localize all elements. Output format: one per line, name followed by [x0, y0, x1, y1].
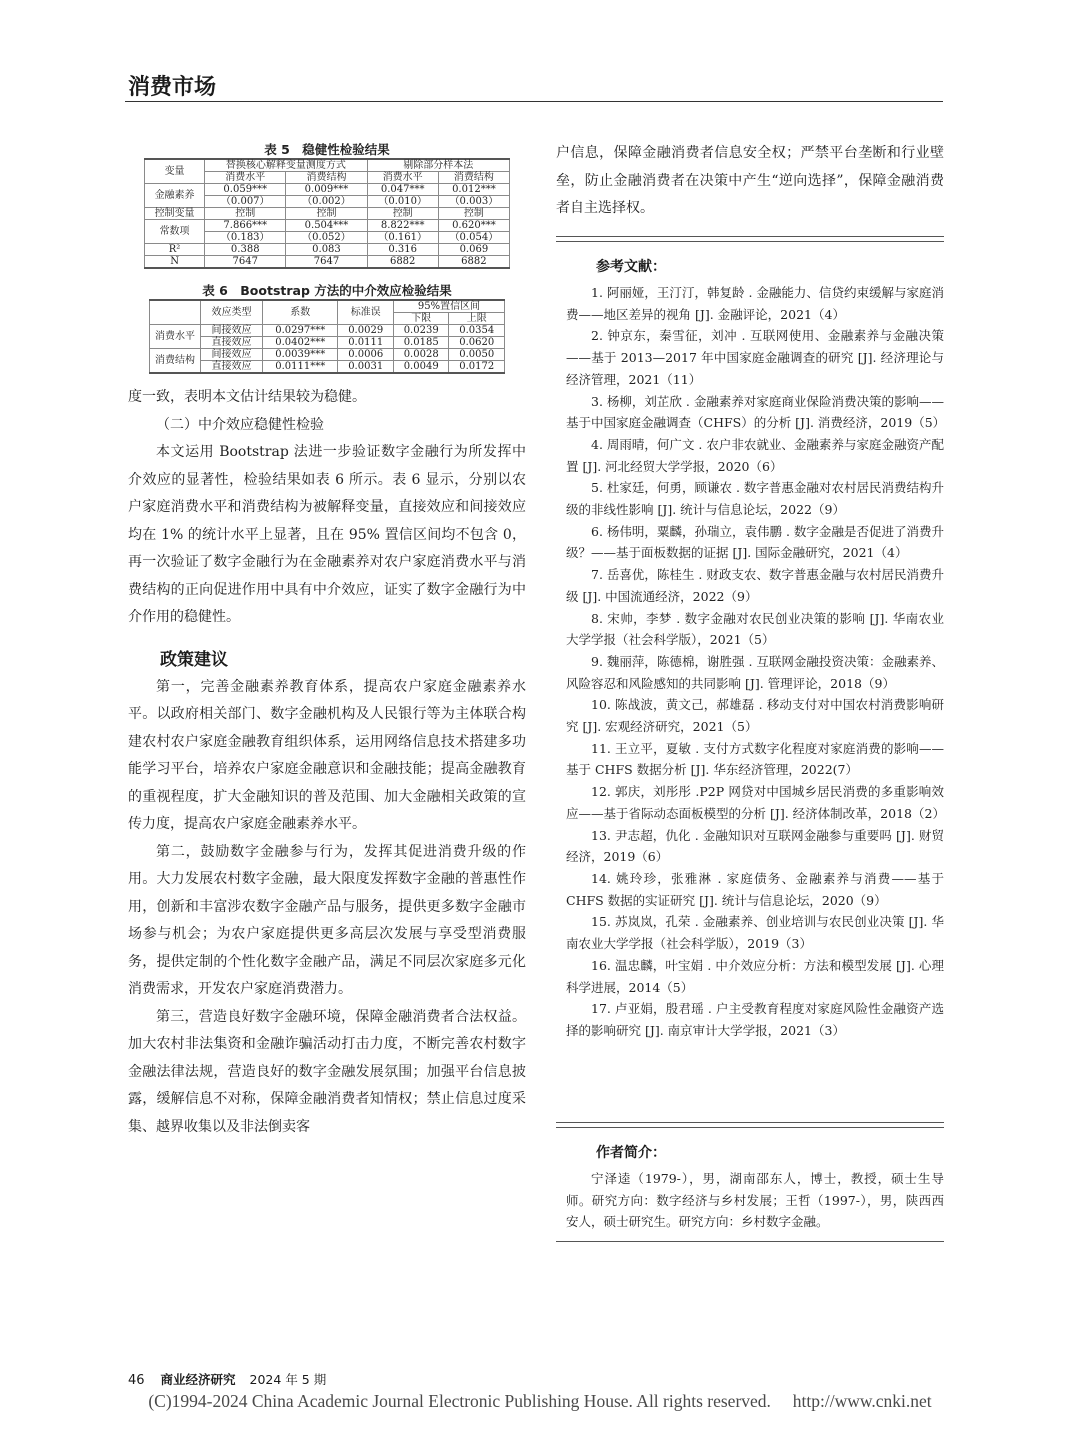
paragraph: 第二，鼓励数字金融参与行为，发挥其促进消费升级的作用。大力发展农村数字金融，最大限度发挥数字金融的普惠性作用，创新和丰富涉农数字金融产品与服务，提供更多数字金融市场参与机会；为农户家庭提供更多高层次发展与享受型消费服务，提供定制的个性化数字金融产品，满足不同层次家庭多元化消费需求，开发农户家庭消费潜力。	[128, 843, 526, 997]
table5-cell: 0.504***	[286, 220, 367, 232]
author-text: 宁泽逵（1979-），男，湖南邵东人，博士，教授，硕士生导师。研究方向：数字经济与乡村发展；王哲（1997-），男，陕西西安人，硕士研究生。研究方向：乡村数字金融。	[566, 1171, 944, 1230]
table6-cell: 0.0239	[393, 325, 449, 337]
table6-cell: 0.0039***	[263, 349, 338, 361]
page-number: 46	[128, 1373, 145, 1388]
table6-cell: 间接效应	[201, 349, 263, 361]
paragraph: 第三，营造良好数字金融环境，保障金融消费者合法权益。加大农村非法集资和金融诈骗活动打击力度，不断完善农村数字金融法律法规，营造良好的数字金融发展氛围；加强平台信息披露，缓解信息不对称，保障金融消费者知情权；禁止信息过度采集、越界收集以及非法倒卖客	[128, 1008, 526, 1135]
table5-cell: 0.009***	[286, 184, 367, 196]
box-rule	[556, 236, 944, 242]
table5-row-label: 金融素养	[145, 184, 205, 208]
paragraph: 户信息，保障金融消费者信息安全权；严禁平台垄断和行业壁垒，防止金融消费者在决策中产生“逆向选择”，保障金融消费者自主选择权。	[556, 145, 944, 216]
table5-cell: 控制	[367, 208, 438, 220]
table6-cell: 0.0028	[393, 349, 449, 361]
reference-item: 7. 岳喜优，陈桂生 . 财政支农、数字普惠金融与农村居民消费升级 [J]. 中国流通经济，2022（9）	[566, 567, 944, 604]
reference-item: 12. 郭庆，刘彤彤 .P2P 网贷对中国城乡居民消费的多重影响效应——基于省际动态面板模型的分析 [J]. 经济体制改革，2018（2）	[566, 784, 945, 821]
references-list	[556, 282, 944, 1042]
reference-item: 5. 杜家廷，何勇，顾谦农 . 数字普惠金融对农村居民消费结构升级的非线性影响 [J]. 统计与信息论坛，2022（9）	[566, 480, 944, 518]
table5-header-cell: 剔除部分样本法	[367, 159, 509, 172]
table5-cell: 7647	[286, 256, 367, 269]
table5-cell: 0.047***	[367, 184, 438, 196]
table6-cell: 0.0297***	[263, 325, 338, 337]
table6-caption: 表 6 Bootstrap 方法的中介效应检验结果	[202, 283, 452, 298]
paragraph: 第一，完善金融素养教育体系，提高农户家庭金融素养水平。以政府相关部门、数字金融机构及人民银行等为主体联合构建农村农户家庭金融教育组织体系，运用网络信息技术搭建多功能学习平台，培养农户家庭金融意识和金融技能；提高金融教育的重视程度，扩大金融知识的普及范围、加大金融相关政策的宣传力度，提高农户家庭金融素养水平。	[128, 678, 526, 832]
table6-header-cell: 上限	[449, 313, 505, 325]
table5-row-label: 控制变量	[145, 208, 205, 220]
issue-label: 2024 年 5 期	[249, 1372, 327, 1387]
table6	[149, 299, 505, 374]
reference-item: 14. 姚玲珍，张雅淋 . 家庭债务、金融素养与消费——基于 CHFS 数据的实证研究 [J]. 统计与信息论坛，2020（9）	[566, 870, 944, 908]
table5-cell: 0.388	[205, 244, 286, 256]
table5-cell: （0.003）	[438, 196, 509, 208]
table6-cell: 0.0620	[449, 337, 505, 349]
table6-cell: 0.0402***	[263, 337, 338, 349]
table5-cell: （0.052）	[286, 232, 367, 244]
table5-header-cell: 消费结构	[438, 172, 509, 184]
table5-caption: 表 5 稳健性检验结果	[264, 142, 390, 157]
table6-cell: 间接效应	[201, 325, 263, 337]
table5-cell: 控制	[438, 208, 509, 220]
section-heading: 政策建议	[160, 649, 228, 670]
reference-item: 15. 苏岚岚，孔荣 . 金融素养、创业培训与农民创业决策 [J]. 华南农业大学学报（社会科学版），2019（3）	[566, 914, 944, 952]
table6-group-label: 消费结构	[150, 349, 201, 374]
table6-cell: 0.0185	[393, 337, 449, 349]
table5-cell: 0.059***	[205, 184, 286, 196]
journal-name: 商业经济研究	[160, 1372, 236, 1387]
table5-cell: 6882	[438, 256, 509, 269]
table5-cell: 7647	[205, 256, 286, 269]
table6-cell: 直接效应	[201, 337, 263, 349]
table6-header-cell: 效应类型	[201, 300, 263, 325]
table5-header-cell: 消费水平	[367, 172, 438, 184]
table5-header-cell: 替换核心解释变量测度方式	[205, 159, 367, 172]
table5-cell: 8.822***	[367, 220, 438, 232]
table5-row-label: N	[145, 256, 205, 269]
table5-row-label: 常数项	[145, 220, 205, 244]
table5-cell: （0.010）	[367, 196, 438, 208]
table5-cell: 控制	[286, 208, 367, 220]
table6-group-label: 消费水平	[150, 325, 201, 349]
reference-item: 4. 周雨晴，何广文 . 农户非农就业、金融素养与家庭金融资产配置 [J]. 河北经贸大学学报，2020（6）	[566, 436, 944, 474]
table6-header-cell: 下限	[393, 313, 449, 325]
table5	[144, 158, 510, 269]
left-body-text	[128, 384, 526, 632]
table5-header-cell: 消费水平	[205, 172, 286, 184]
reference-item: 13. 尹志超，仇化 . 金融知识对互联网金融参与重要吗 [J]. 财贸经济，2019（6）	[566, 827, 944, 865]
reference-item: 2. 钟京东，秦雪征，刘冲 . 互联网使用、金融素养与金融决策——基于 2013—2017 年中国家庭金融调查的研究 [J]. 经济理论与经济管理，2021（11）	[566, 328, 944, 387]
table6-header-cell: 标准误	[338, 300, 394, 325]
table6-cell: 0.0049	[393, 361, 449, 374]
paragraph: 度一致，表明本文估计结果较为稳健。	[128, 389, 366, 405]
table5-cell: 0.620***	[438, 220, 509, 232]
references-box	[556, 236, 944, 1042]
left-body-text-2	[128, 674, 526, 1142]
right-body-text	[556, 140, 944, 223]
reference-item: 1. 阿丽娅，王汀汀，韩复龄 . 金融能力、信贷约束缓解与家庭消费——地区差异的视角 [J]. 金融评论，2021（4）	[566, 285, 944, 322]
table6-cell: 0.0172	[449, 361, 505, 374]
table5-row-label: R²	[145, 244, 205, 256]
author-heading: 作者简介：	[596, 1145, 666, 1161]
table5-cell: （0.183）	[205, 232, 286, 244]
table6-cell: 0.0029	[338, 325, 394, 337]
table5-cell: 0.083	[286, 244, 367, 256]
table5-header-cell: 变量	[145, 159, 205, 184]
page-footer	[128, 1370, 326, 1388]
reference-item: 10. 陈战波，黄文己，郝雄磊 . 移动支付对中国农村消费影响研究 [J]. 宏观经济研究，2021（5）	[566, 697, 944, 735]
table6-cell: 0.0111***	[263, 361, 338, 374]
table5-cell: 0.069	[438, 244, 509, 256]
reference-item: 11. 王立平，夏敏 . 支付方式数字化程度对家庭消费的影响——基于 CHFS 数据分析 [J]. 华东经济管理，2022(7）	[566, 740, 944, 778]
table5-cell: （0.002）	[286, 196, 367, 208]
table5-cell: 0.316	[367, 244, 438, 256]
table5-cell: （0.054）	[438, 232, 509, 244]
table5-cell: 控制	[205, 208, 286, 220]
reference-item: 17. 卢亚娟，殷君瑶 . 户主受教育程度对家庭风险性金融资产选择的影响研究 [J]. 南京审计大学学报，2021（3）	[566, 1001, 944, 1038]
table6-corner-cell	[150, 300, 201, 325]
table5-header-cell: 消费结构	[286, 172, 367, 184]
table5-cell: 0.012***	[438, 184, 509, 196]
copyright-notice: (C)1994-2024 China Academic Journal Electronic Publishing House. All rights reserved. http://www.cnki.net	[148, 1391, 932, 1411]
references-heading: 参考文献：	[596, 259, 666, 275]
left-column	[128, 140, 526, 1141]
table6-cell: 0.0111	[338, 337, 394, 349]
reference-item: 16. 温忠麟，叶宝娟 . 中介效应分析：方法和模型发展 [J]. 心理科学进展，2014（5）	[566, 957, 944, 995]
table5-cell: 6882	[367, 256, 438, 269]
table6-cell: 直接效应	[201, 361, 263, 374]
table6-cell: 0.0006	[338, 349, 394, 361]
reference-item: 8. 宋帅，李梦 . 数字金融对农民创业决策的影响 [J]. 华南农业大学学报（社会科学版），2021（5）	[566, 610, 944, 648]
right-column	[556, 140, 944, 223]
reference-item: 6. 杨伟明，粟麟，孙瑞立，袁伟鹏 . 数字金融是否促进了消费升级？——基于面板数据的证据 [J]. 国际金融研究，2021（4）	[566, 523, 944, 561]
box-bottom-rule	[556, 1241, 944, 1242]
author-box	[556, 1122, 944, 1242]
reference-item: 9. 魏丽萍，陈德棉，谢胜强 . 互联网金融投资决策：金融素养、风险容忍和风险感知的共同影响 [J]. 管理评论，2018（9）	[566, 653, 944, 691]
header-rule	[125, 101, 943, 102]
table6-header-cell: 系数	[263, 300, 338, 325]
table6-header-cell: 95%置信区间	[393, 300, 504, 313]
table6-cell: 0.0354	[449, 325, 505, 337]
table5-cell: （0.161）	[367, 232, 438, 244]
section-header: 消费市场	[128, 75, 217, 100]
table5-cell: 7.866***	[205, 220, 286, 232]
reference-item: 3. 杨柳，刘芷欣 . 金融素养对家庭商业保险消费决策的影响——基于中国家庭金融调查（CHFS）的分析 [J]. 消费经济，2019（5）	[566, 393, 946, 431]
table6-cell: 0.0031	[338, 361, 394, 374]
subheading: （二）中介效应稳健性检验	[156, 416, 324, 433]
table5-cell: （0.007）	[205, 196, 286, 208]
table6-cell: 0.0050	[449, 349, 505, 361]
paragraph: 本文运用 Bootstrap 法进一步验证数字金融行为所发挥中介效应的显著性，检验结果如表 6 所示。表 6 显示，分别以农户家庭消费水平和消费结构为被解释变量，直接效应和间接效应均在 1% 的统计水平上显著，且在 95% 置信区间均不包含 0，再一次验证了数字金融行为在金融素养对农户家庭消费水平与消费结构的正向促进作用中具有中介效应，证实了数字金融行为中介作用的稳健性。	[128, 444, 526, 625]
box-rule	[556, 1122, 944, 1128]
